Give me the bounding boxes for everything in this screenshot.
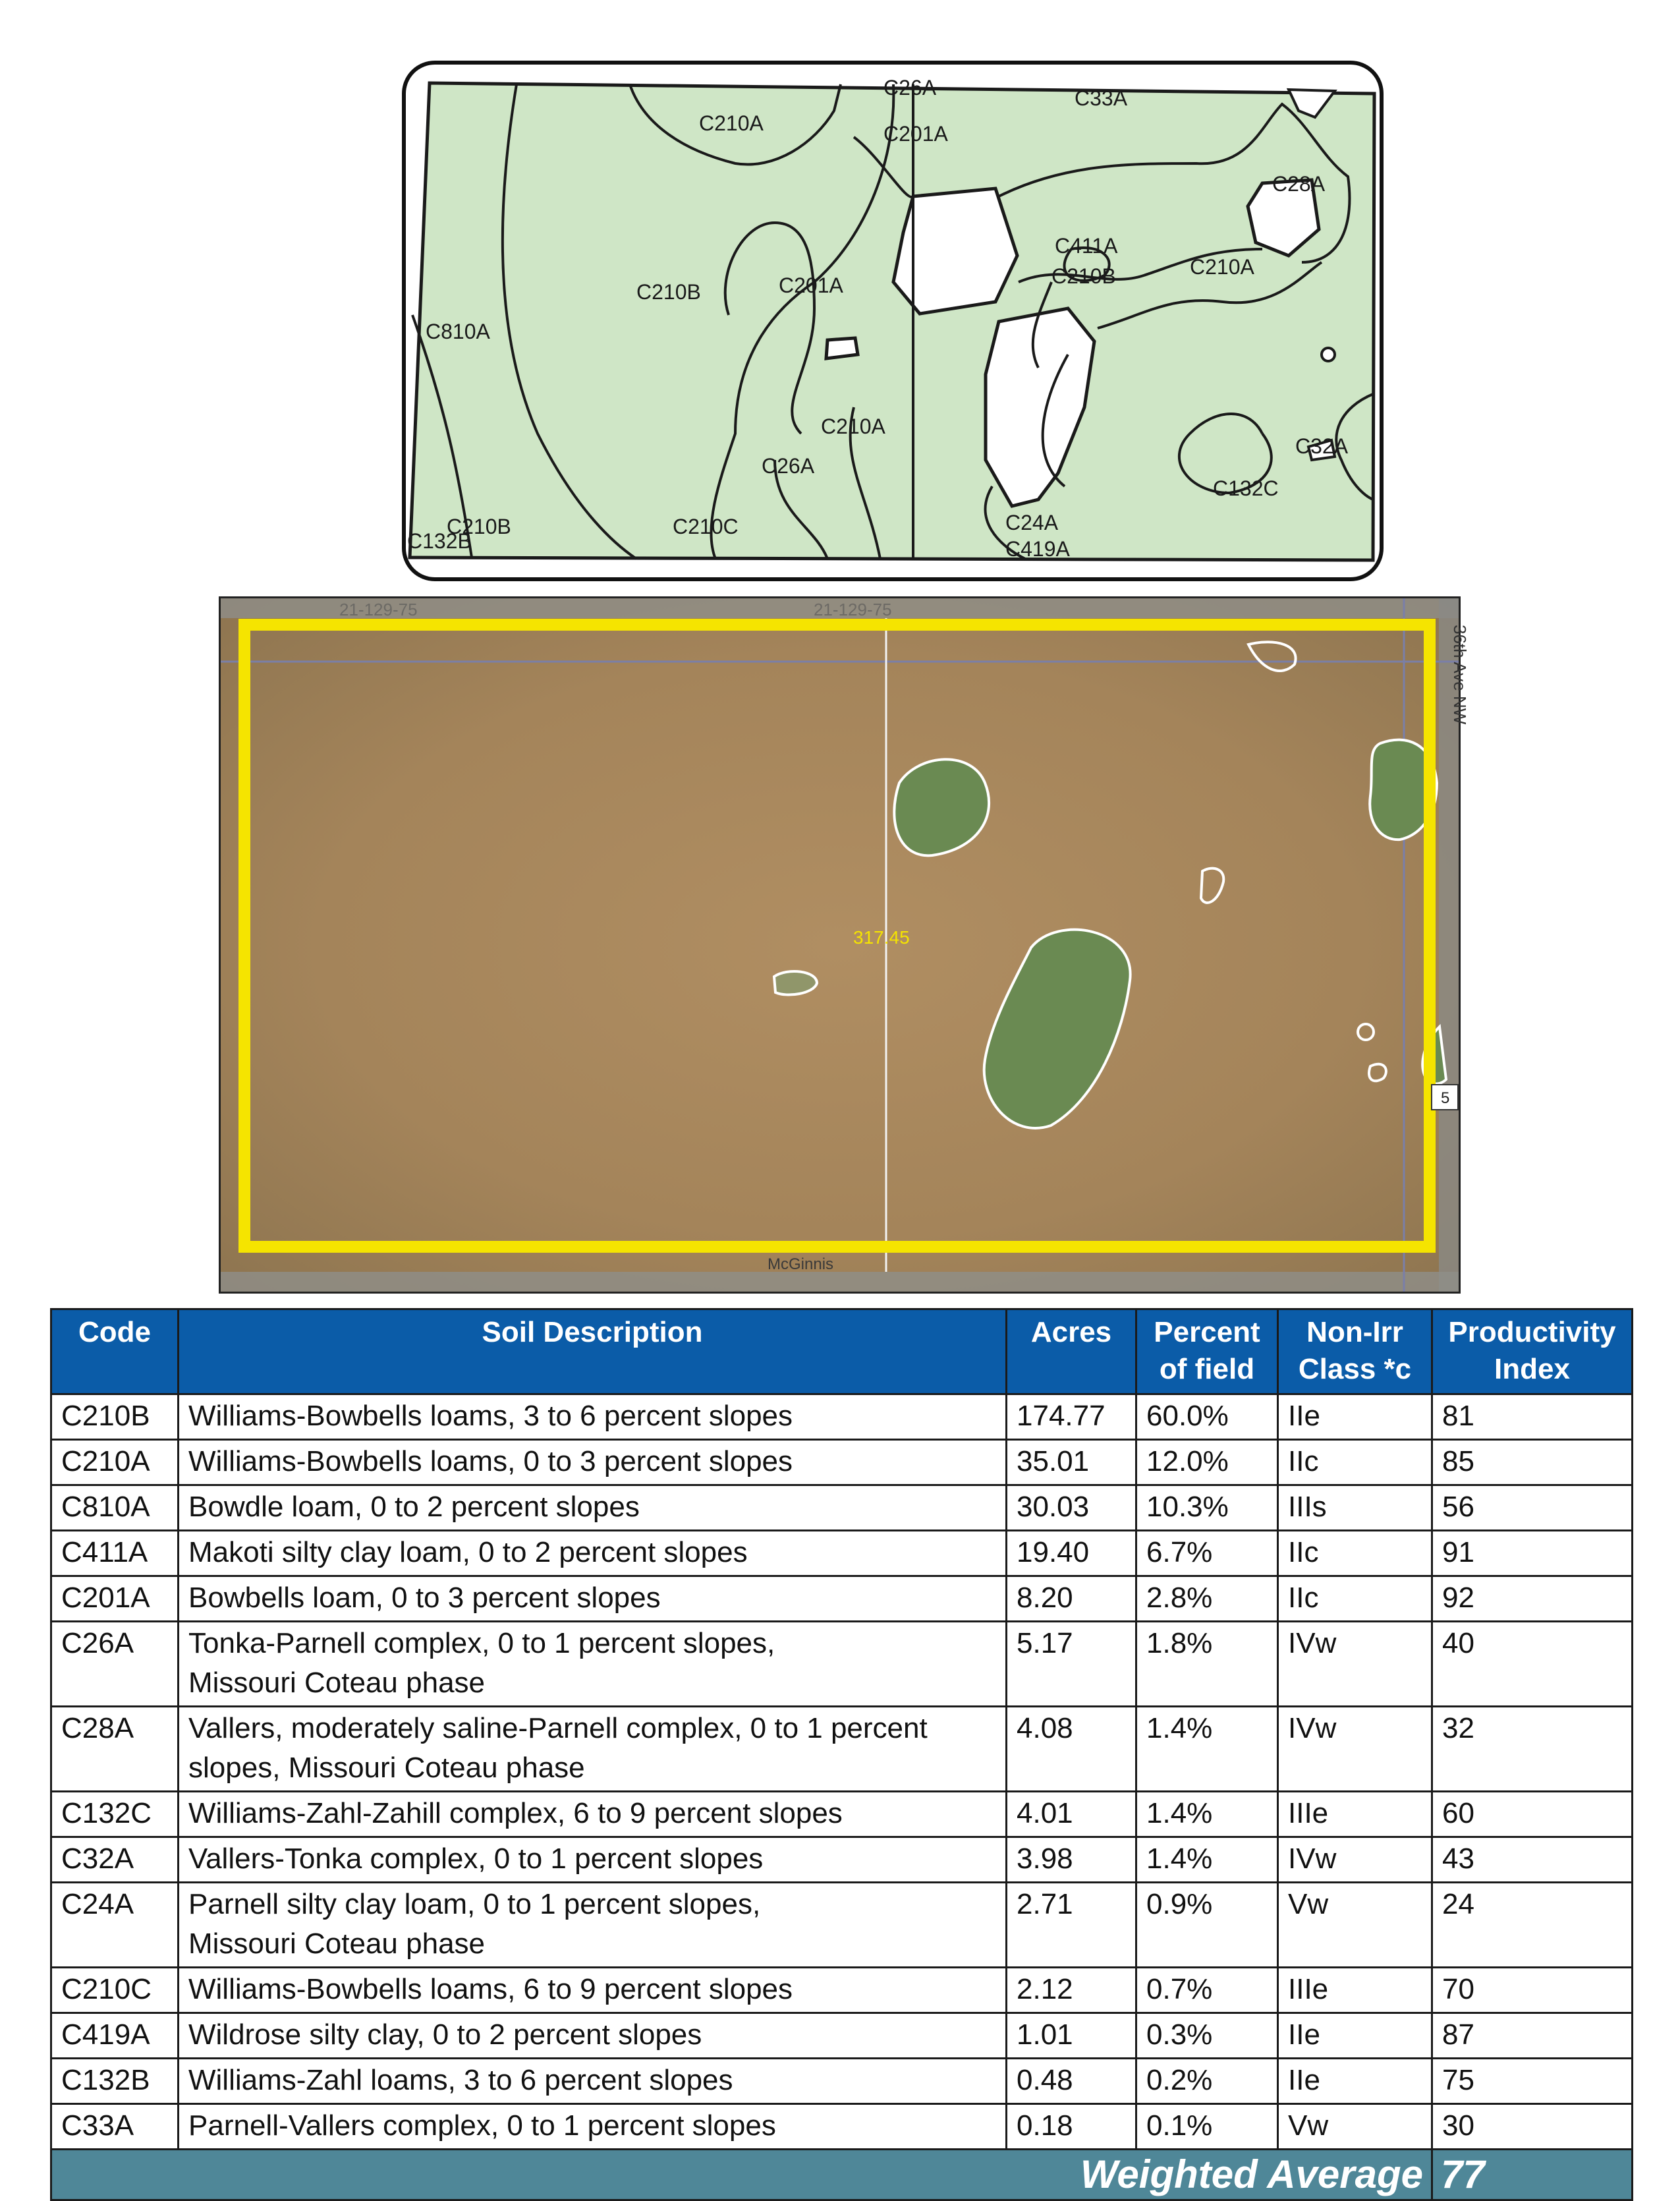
header-acres: Acres (1007, 1309, 1136, 1394)
cell-description (179, 1531, 1007, 1576)
acreage-label: 317.45 (853, 927, 910, 948)
cell-code: C33A (51, 2104, 179, 2150)
cell-percent: 1.4% (1136, 1792, 1278, 1837)
marker-label: 5 (1441, 1089, 1450, 1107)
soil-label: C210C (673, 515, 739, 538)
section-label: 21-129-75 (814, 600, 892, 619)
cell-productivity: 85 (1432, 1440, 1633, 1485)
description-line: Wildrose silty clay, 0 to 2 percent slopes (188, 2018, 702, 2051)
cell-class: IIe (1278, 2059, 1432, 2104)
aerial-photo (219, 596, 1470, 1294)
cell-percent: 1.8% (1136, 1622, 1278, 1707)
cell-acres: 30.03 (1007, 1485, 1136, 1531)
soil-label: C201A (883, 122, 948, 146)
table-row (51, 1792, 1633, 1837)
weighted-average-value: 77 (1432, 2150, 1633, 2200)
cell-code: C24A (51, 1883, 179, 1968)
table-row (51, 1440, 1633, 1485)
cell-code: C28A (51, 1707, 179, 1792)
table-row (51, 1485, 1633, 1531)
cell-class: IVw (1278, 1837, 1432, 1883)
soil-label: C33A (1075, 86, 1128, 110)
section-label: 21-129-75 (339, 600, 418, 619)
table-body (51, 1394, 1633, 2150)
cell-productivity: 32 (1432, 1707, 1633, 1792)
cell-acres: 1.01 (1007, 2013, 1136, 2059)
cell-percent: 0.3% (1136, 2013, 1278, 2059)
water-area (826, 338, 858, 358)
table-row (51, 1622, 1633, 1707)
cell-code: C132C (51, 1792, 179, 1837)
cell-percent: 2.8% (1136, 1576, 1278, 1622)
weighted-average-label: Weighted Average (51, 2150, 1432, 2200)
soil-label: C201A (779, 273, 843, 297)
description-line: Williams-Zahl-Zahill complex, 6 to 9 percent slopes (188, 1797, 843, 1829)
cell-productivity: 60 (1432, 1792, 1633, 1837)
description-line: Williams-Bowbells loams, 0 to 3 percent slopes (188, 1445, 793, 1477)
soil-label: C32A (1295, 434, 1349, 458)
cell-class: IIc (1278, 1576, 1432, 1622)
soil-label: C210B (1051, 264, 1116, 288)
description-line: Vallers, moderately saline-Parnell complex, 0 to 1 percent (188, 1712, 928, 1744)
cell-productivity: 87 (1432, 2013, 1633, 2059)
description-line: Parnell silty clay loam, 0 to 1 percent slopes, (188, 1888, 761, 1920)
table-row (51, 1707, 1633, 1792)
soil-label: C210B (636, 280, 701, 304)
road-label: McGinnis (768, 1255, 834, 1273)
cell-productivity: 81 (1432, 1394, 1633, 1440)
cell-class: Vw (1278, 1883, 1432, 1968)
cell-percent: 1.4% (1136, 1837, 1278, 1883)
aerial-drawing (221, 598, 1470, 1292)
description-line: slopes, Missouri Coteau phase (188, 1752, 585, 1784)
cell-acres: 5.17 (1007, 1622, 1136, 1707)
cell-class: Vw (1278, 2104, 1432, 2150)
cell-productivity: 43 (1432, 1837, 1633, 1883)
cell-productivity: 92 (1432, 1576, 1633, 1622)
description-line: Vallers-Tonka complex, 0 to 1 percent slopes (188, 1843, 764, 1875)
header-code: Code (51, 1309, 179, 1394)
description-line: Williams-Zahl loams, 3 to 6 percent slopes (188, 2064, 733, 2096)
cell-description (179, 2059, 1007, 2104)
cell-percent: 60.0% (1136, 1394, 1278, 1440)
cell-description (179, 2013, 1007, 2059)
soil-label: C419A (1005, 537, 1070, 561)
table-row (51, 1968, 1633, 2013)
cell-description (179, 1837, 1007, 1883)
wetland (774, 971, 817, 995)
table-row (51, 1883, 1633, 1968)
cell-percent: 12.0% (1136, 1440, 1278, 1485)
cell-class: IIIe (1278, 1792, 1432, 1837)
cell-percent: 0.7% (1136, 1968, 1278, 2013)
cell-code: C132B (51, 2059, 179, 2104)
cell-productivity: 91 (1432, 1531, 1633, 1576)
cell-code: C419A (51, 2013, 179, 2059)
cell-class: IVw (1278, 1707, 1432, 1792)
table-row (51, 1394, 1633, 1440)
soil-label: C210A (699, 111, 764, 135)
soil-label: C132B (407, 529, 472, 553)
description-line: Bowbells loam, 0 to 3 percent slopes (188, 1582, 661, 1614)
header-productivity: Productivity Index (1432, 1309, 1633, 1394)
cell-description (179, 1576, 1007, 1622)
cell-description (179, 1440, 1007, 1485)
cell-code: C411A (51, 1531, 179, 1576)
cell-percent: 0.9% (1136, 1883, 1278, 1968)
cell-class: IIc (1278, 1531, 1432, 1576)
table-row (51, 2104, 1633, 2150)
cell-description (179, 1394, 1007, 1440)
description-line: Missouri Coteau phase (188, 1928, 486, 1960)
cell-acres: 4.01 (1007, 1792, 1136, 1837)
table-row (51, 2059, 1633, 2104)
road-label: 36th Ave NW (1450, 625, 1470, 725)
cell-acres: 4.08 (1007, 1707, 1136, 1792)
cell-code: C210B (51, 1394, 179, 1440)
cell-description (179, 1792, 1007, 1837)
cell-code: C210A (51, 1440, 179, 1485)
description-line: Missouri Coteau phase (188, 1667, 486, 1699)
cell-productivity: 75 (1432, 2059, 1633, 2104)
cell-code: C210C (51, 1968, 179, 2013)
water-area (1322, 348, 1335, 361)
cell-productivity: 30 (1432, 2104, 1633, 2150)
weighted-average-row (51, 2150, 1633, 2200)
soil-map-drawing (406, 65, 1380, 577)
cell-code: C26A (51, 1622, 179, 1707)
table-header-row (51, 1309, 1633, 1394)
description-line: Makoti silty clay loam, 0 to 2 percent slopes (188, 1536, 748, 1568)
header-description: Soil Description (179, 1309, 1007, 1394)
cell-class: IIIs (1278, 1485, 1432, 1531)
cell-code: C810A (51, 1485, 179, 1531)
cell-acres: 3.98 (1007, 1837, 1136, 1883)
description-line: Williams-Bowbells loams, 3 to 6 percent slopes (188, 1400, 793, 1432)
cell-description (179, 1622, 1007, 1707)
cell-percent: 0.2% (1136, 2059, 1278, 2104)
description-line: Williams-Bowbells loams, 6 to 9 percent slopes (188, 1973, 793, 2005)
cell-percent: 0.1% (1136, 2104, 1278, 2150)
cell-description (179, 1968, 1007, 2013)
soil-label: C26A (883, 76, 937, 100)
description-line: Parnell-Vallers complex, 0 to 1 percent slopes (188, 2109, 776, 2142)
cell-productivity: 24 (1432, 1883, 1633, 1968)
soil-label: C210A (821, 414, 885, 438)
cell-percent: 6.7% (1136, 1531, 1278, 1576)
cell-class: IIe (1278, 1394, 1432, 1440)
cell-description (179, 1485, 1007, 1531)
table-row (51, 2013, 1633, 2059)
soil-label: C24A (1005, 511, 1059, 534)
soil-label: C210B (447, 515, 511, 538)
cell-productivity: 56 (1432, 1485, 1633, 1531)
soil-label: C132C (1213, 476, 1279, 500)
soil-table (50, 1308, 1633, 2201)
soil-label: C28A (1272, 172, 1326, 196)
soil-label: C26A (762, 454, 815, 478)
cell-class: IIIe (1278, 1968, 1432, 2013)
cell-class: IIe (1278, 2013, 1432, 2059)
table-row (51, 1576, 1633, 1622)
cell-code: C32A (51, 1837, 179, 1883)
cell-description (179, 1707, 1007, 1792)
cell-productivity: 40 (1432, 1622, 1633, 1707)
cell-percent: 10.3% (1136, 1485, 1278, 1531)
table-row (51, 1837, 1633, 1883)
table-row (51, 1531, 1633, 1576)
soil-label: C210A (1190, 255, 1254, 279)
cell-acres: 2.12 (1007, 1968, 1136, 2013)
header-class: Non-Irr Class *c (1278, 1309, 1432, 1394)
cell-acres: 2.71 (1007, 1883, 1136, 1968)
description-line: Tonka-Parnell complex, 0 to 1 percent slopes, (188, 1627, 775, 1659)
cell-percent: 1.4% (1136, 1707, 1278, 1792)
cell-acres: 35.01 (1007, 1440, 1136, 1485)
soil-label: C810A (426, 320, 490, 343)
cell-acres: 174.77 (1007, 1394, 1136, 1440)
cell-acres: 8.20 (1007, 1576, 1136, 1622)
cell-description (179, 1883, 1007, 1968)
cell-description (179, 2104, 1007, 2150)
soil-map (402, 61, 1384, 581)
soil-label: C411A (1055, 234, 1118, 258)
cell-code: C201A (51, 1576, 179, 1622)
cell-acres: 0.18 (1007, 2104, 1136, 2150)
cell-productivity: 70 (1432, 1968, 1633, 2013)
description-line: Bowdle loam, 0 to 2 percent slopes (188, 1491, 640, 1523)
cell-class: IVw (1278, 1622, 1432, 1707)
cell-acres: 19.40 (1007, 1531, 1136, 1576)
header-percent: Percent of field (1136, 1309, 1278, 1394)
cell-acres: 0.48 (1007, 2059, 1136, 2104)
cell-class: IIc (1278, 1440, 1432, 1485)
